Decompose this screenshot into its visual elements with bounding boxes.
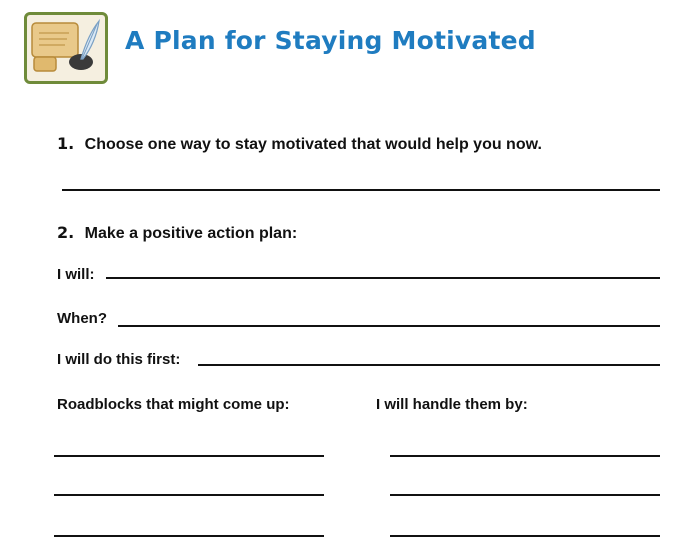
question-2-text: Make a positive action plan: xyxy=(84,225,298,242)
question-1-text: Choose one way to stay motivated that would help you now. xyxy=(84,136,542,153)
handle-line-1[interactable] xyxy=(390,455,660,457)
i-will-label: I will: xyxy=(57,266,95,283)
roadblocks-label: Roadblocks that might come up: xyxy=(57,396,290,413)
scroll-and-quill-icon xyxy=(24,12,108,84)
question-1-number: 1. xyxy=(57,134,75,153)
handle-line-2[interactable] xyxy=(390,494,660,496)
handle-label: I will handle them by: xyxy=(376,396,528,413)
roadblock-line-2[interactable] xyxy=(54,494,324,496)
answer-line-question-1[interactable] xyxy=(62,189,660,191)
i-will-line[interactable] xyxy=(106,277,660,279)
question-1 xyxy=(57,134,542,154)
do-first-label: I will do this first: xyxy=(57,351,181,368)
roadblock-line-1[interactable] xyxy=(54,455,324,457)
when-line[interactable] xyxy=(118,325,660,327)
roadblock-line-3[interactable] xyxy=(54,535,324,537)
do-first-line[interactable] xyxy=(198,364,660,366)
question-2 xyxy=(57,223,297,243)
handle-line-3[interactable] xyxy=(390,535,660,537)
question-2-number: 2. xyxy=(57,223,75,242)
page-title: A Plan for Staying Motivated xyxy=(125,26,536,55)
when-label: When? xyxy=(57,310,107,327)
